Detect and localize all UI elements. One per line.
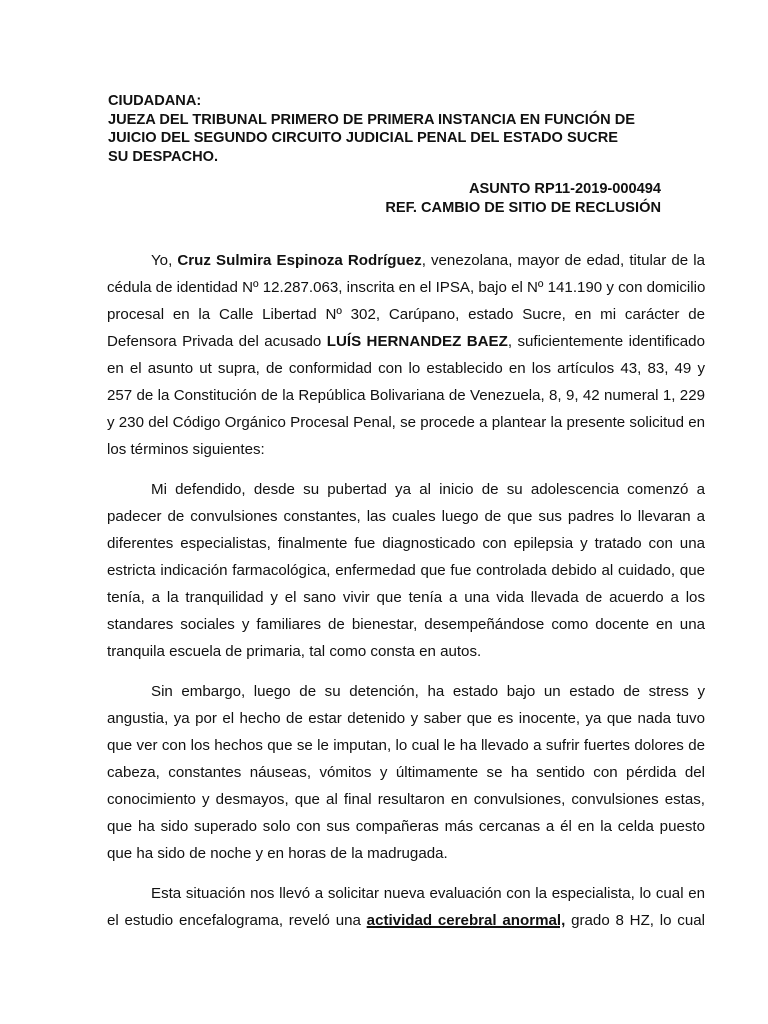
paragraph-line: que ver con los hechos que se le imputan, lo cual le ha llevado a sufrir fuertes dolores de xyxy=(107,737,705,754)
addressee-block xyxy=(108,92,668,166)
defender-name: Cruz Sulmira Espinoza Rodríguez xyxy=(177,252,422,269)
paragraph-line: diferentes especialistas, finalmente fue diagnosticado con epilepsia y tratado con una xyxy=(107,535,705,552)
paragraph-line: tenía, a la tranquilidad y el sano vivir que tenía a una vida llevada de acuerdo a los xyxy=(107,589,705,606)
addressee-line: CIUDADANA: xyxy=(108,93,202,109)
document-body xyxy=(107,247,705,934)
addressee-line: JUICIO DEL SEGUNDO CIRCUITO JUDICIAL PENAL DEL ESTADO SUCRE xyxy=(108,130,619,146)
paragraph-line: Sin embargo, luego de su detención, ha estado bajo un estado de stress y xyxy=(151,683,705,700)
paragraph-line: que ha sido de noche y en horas de la madrugada. xyxy=(107,845,448,862)
text-run: Defensora Privada del acusado xyxy=(107,333,327,350)
addressee-line: SU DESPACHO. xyxy=(108,148,219,165)
paragraph-line: procesal en la Calle Libertad Nº 302, Carúpano, estado Sucre, en mi carácter de xyxy=(107,306,705,323)
paragraph-line: cabeza, constantes náuseas, vómitos y últimamente se ha sentido con pérdida del xyxy=(107,764,705,781)
accused-name: LUÍS HERNANDEZ BAEZ xyxy=(326,333,508,350)
paragraph-line: en el asunto ut supra, de conformidad con lo establecido en los artículos 43, 83, 49 y xyxy=(107,360,705,377)
paragraph-line xyxy=(107,328,705,355)
addressee-line: JUEZA DEL TRIBUNAL PRIMERO DE PRIMERA INSTANCIA EN FUNCIÓN DE xyxy=(108,111,636,128)
text-run: grado 8 HZ, lo cual xyxy=(565,912,705,929)
text-run: Yo, xyxy=(151,252,178,269)
reference-line: REF. CAMBIO DE SITIO DE RECLUSIÓN xyxy=(385,200,661,216)
paragraph-line xyxy=(107,907,705,934)
paragraph-line: conocimiento y desmayos, que al final resultaron en convulsiones, convulsiones estas, xyxy=(107,791,705,808)
case-number: ASUNTO RP11-2019-000494 xyxy=(469,181,661,197)
paragraph-line: los términos siguientes: xyxy=(107,441,265,458)
paragraph-line: que ha sido superado solo con sus compañeras más cercanas a él en la celda puesto xyxy=(107,818,705,835)
paragraph-line: padecer de convulsiones constantes, las cuales luego de que sus padres lo llevaran a xyxy=(107,508,705,525)
paragraph-line: cédula de identidad Nº 12.287.063, inscrita en el IPSA, bajo el Nº 141.190 y con domicilio xyxy=(107,279,706,296)
paragraph-line xyxy=(107,247,705,274)
text-run: , venezolana, mayor de edad, titular de la xyxy=(421,252,706,269)
paragraph-line: 257 de la Constitución de la República Bolivariana de Venezuela, 8, 9, 42 numeral 1, 229 xyxy=(107,387,705,404)
paragraph-line: tranquila escuela de primaria, tal como consta en autos. xyxy=(107,643,482,660)
underlined-finding: actividad cerebral anormal, xyxy=(366,912,566,929)
paragraph-line: estricta indicación farmacológica, enfermedad que fue controlada debido al cuidado, que xyxy=(107,562,705,579)
subject-block xyxy=(385,180,661,218)
paragraph-line: y 230 del Código Orgánico Procesal Penal, se procede a plantear la presente solicitud en xyxy=(107,414,705,431)
paragraph-line: Mi defendido, desde su pubertad ya al inicio de su adolescencia comenzó a xyxy=(151,481,705,498)
text-run: , suficientemente identificado xyxy=(507,333,705,350)
paragraph-line: angustia, ya por el hecho de estar detenido y saber que es inocente, ya que nada tuvo xyxy=(107,710,705,727)
text-run: el estudio encefalograma, reveló una xyxy=(107,912,367,929)
paragraph-line: standares sociales y familiares de bienestar, desempeñándose como docente en una xyxy=(107,616,705,633)
paragraph-line: Esta situación nos llevó a solicitar nueva evaluación con la especialista, lo cual en xyxy=(151,885,705,902)
